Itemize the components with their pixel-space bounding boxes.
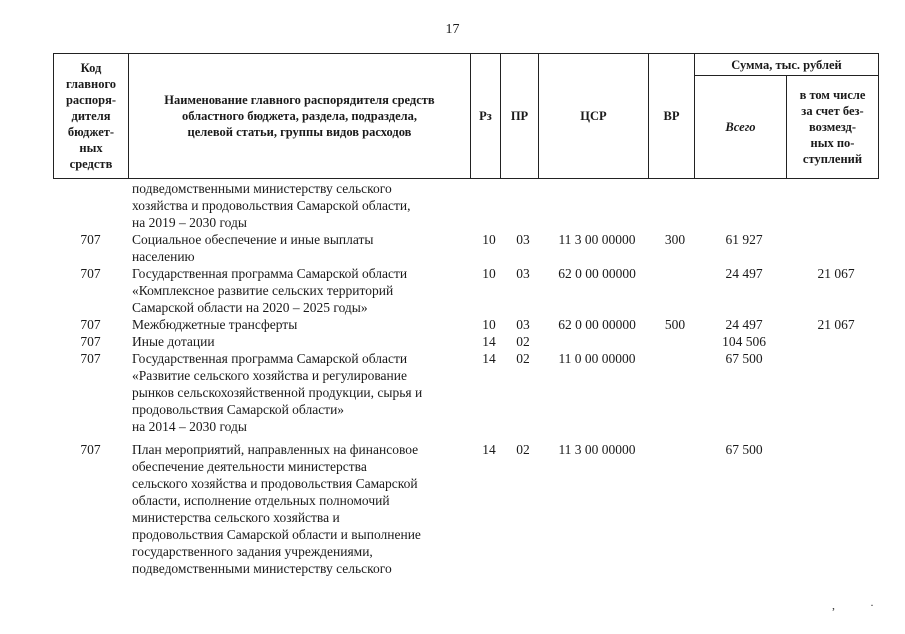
cell-code: 707 xyxy=(80,232,101,247)
cell-csr: 11 3 00 00000 xyxy=(558,442,636,457)
cell-name xyxy=(128,333,474,350)
cell-rz: 10 xyxy=(482,266,496,281)
cell-vr xyxy=(652,350,698,435)
cell-name xyxy=(128,265,474,316)
cell-free xyxy=(790,350,882,435)
cell-rz: 10 xyxy=(482,232,496,247)
cell-pr: 02 xyxy=(516,351,530,366)
name-line: Государственная программа Самарской области xyxy=(132,266,408,281)
cell-name xyxy=(128,180,474,231)
header-free: в том числе за счет без- возмезд- ных по- ступлений xyxy=(787,76,879,179)
cell-csr: 11 0 00 00000 xyxy=(558,351,636,366)
cell-name xyxy=(128,350,474,435)
cell-name xyxy=(128,435,474,577)
cell-total: 24 497 xyxy=(725,266,763,281)
name-line: продовольствия Самарской области и выполнение xyxy=(132,527,421,542)
cell-csr: 11 3 00 00000 xyxy=(558,232,636,247)
cell-total: 24 497 xyxy=(725,317,763,332)
cell-vr: 300 xyxy=(664,232,686,247)
cell-code: 707 xyxy=(80,266,101,281)
name-line: Самарской области на 2020 – 2025 годы» xyxy=(132,300,368,315)
cell-pr: 03 xyxy=(516,232,530,247)
header-name: Наименование главного распорядителя средств областного бюджета, раздела, подраздела, целевой статьи, группы видов расходов xyxy=(129,54,471,179)
table-row xyxy=(53,316,882,333)
cell-code: 707 xyxy=(80,442,101,457)
name-line: на 2019 – 2030 годы xyxy=(132,215,247,230)
cell-free xyxy=(790,180,882,231)
cell-pr: 02 xyxy=(516,334,530,349)
cell-rz: 10 xyxy=(482,317,496,332)
cell-total: 67 500 xyxy=(725,442,763,457)
cell-vr xyxy=(652,435,698,577)
cell-free xyxy=(790,333,882,350)
name-line: План мероприятий, направленных на финансовое xyxy=(132,442,419,457)
name-line: обеспечение деятельности министерства xyxy=(132,459,367,474)
cell-pr: 02 xyxy=(516,442,530,457)
table-row xyxy=(53,350,882,435)
table-body xyxy=(53,180,882,577)
name-line: Государственная программа Самарской области xyxy=(132,351,408,366)
table-row xyxy=(53,231,882,265)
page-number: 17 xyxy=(445,22,460,37)
cell-vr xyxy=(652,180,698,231)
cell-total: 104 506 xyxy=(722,334,766,349)
cell-name xyxy=(128,231,474,265)
cell-rz: 14 xyxy=(482,442,496,457)
scan-mark: · xyxy=(870,598,874,612)
cell-total xyxy=(698,180,790,231)
name-line: населению xyxy=(132,249,195,264)
name-line: рынков сельскохозяйственной продукции, сырья и xyxy=(132,385,423,400)
cell-free xyxy=(790,231,882,265)
cell-rz: 14 xyxy=(482,334,496,349)
name-line: министерства сельского хозяйства и xyxy=(132,510,340,525)
cell-free xyxy=(790,435,882,577)
header-vr: ВР xyxy=(649,54,695,179)
header-code: Код главного распоря- дителя бюджет- ных средств xyxy=(54,54,129,179)
name-line: продовольствия Самарской области» xyxy=(132,402,345,417)
cell-vr xyxy=(652,333,698,350)
header-sum: Сумма, тыс. рублей xyxy=(695,54,879,76)
name-line: «Комплексное развитие сельских территорий xyxy=(132,283,394,298)
header-pr: ПР xyxy=(501,54,539,179)
cell-free: 21 067 xyxy=(817,317,855,332)
cell-code: 707 xyxy=(80,334,101,349)
table-row xyxy=(53,333,882,350)
name-line: сельского хозяйства и продовольствия Самарской xyxy=(132,476,418,491)
scan-mark: , xyxy=(832,598,835,612)
name-line: хозяйства и продовольствия Самарской области, xyxy=(132,198,411,213)
header-rz: Рз xyxy=(471,54,501,179)
name-line: области, исполнение отдельных полномочий xyxy=(132,493,390,508)
header-csr: ЦСР xyxy=(539,54,649,179)
name-line: Социальное обеспечение и иные выплаты xyxy=(132,232,374,247)
name-line: подведомственными министерству сельского xyxy=(132,181,392,196)
cell-vr: 500 xyxy=(664,317,686,332)
name-line: «Развитие сельского хозяйства и регулирование xyxy=(132,368,407,383)
table-row xyxy=(53,265,882,316)
cell-csr xyxy=(542,333,652,350)
cell-code: 707 xyxy=(80,351,101,366)
table-row xyxy=(53,435,882,577)
name-line: государственного задания учреждениями, xyxy=(132,544,373,559)
cell-code xyxy=(53,180,128,231)
cell-total: 67 500 xyxy=(725,351,763,366)
table-row xyxy=(53,180,882,231)
cell-pr xyxy=(504,180,542,231)
header-total: Всего xyxy=(695,76,787,179)
name-line: подведомственными министерству сельского xyxy=(132,561,392,576)
cell-name xyxy=(128,316,474,333)
name-line: Иные дотации xyxy=(132,334,215,349)
name-line: на 2014 – 2030 годы xyxy=(132,419,247,434)
cell-csr: 62 0 00 00000 xyxy=(558,266,636,281)
table-header xyxy=(53,53,879,179)
cell-total: 61 927 xyxy=(725,232,763,247)
cell-rz: 14 xyxy=(482,351,496,366)
cell-pr: 03 xyxy=(516,317,530,332)
cell-free: 21 067 xyxy=(817,266,855,281)
cell-pr: 03 xyxy=(516,266,530,281)
cell-code: 707 xyxy=(80,317,101,332)
cell-csr xyxy=(542,180,652,231)
cell-vr xyxy=(652,265,698,316)
cell-rz xyxy=(474,180,504,231)
cell-csr: 62 0 00 00000 xyxy=(558,317,636,332)
name-line: Межбюджетные трансферты xyxy=(132,317,298,332)
